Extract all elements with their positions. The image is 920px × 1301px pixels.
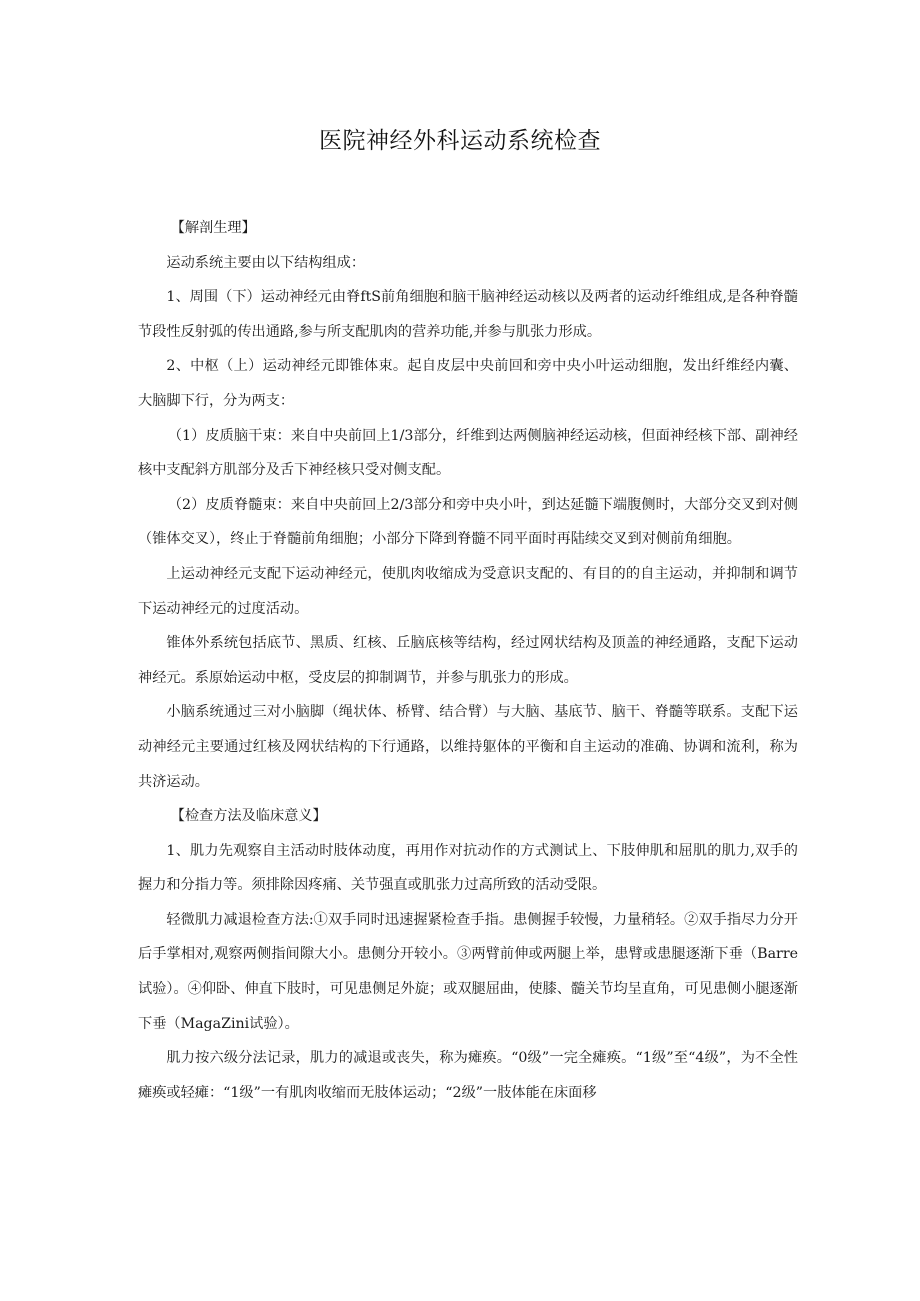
section-heading-methods: 【检查方法及临床意义】 xyxy=(170,808,327,825)
paragraph: 1、肌力先观察自主活动时肢体动度，再用作对抗动作的方式测试上、下肢伸肌和屈肌的肌力,双手的握力和分指力等。须排除因疼痛、关节强直或肌张力过高所致的活动受限。 xyxy=(138,842,798,894)
page-title: 医院神经外科运动系统检查 xyxy=(319,128,601,154)
document-body xyxy=(138,211,798,1110)
paragraph: 运动系统主要由以下结构组成： xyxy=(166,254,366,271)
paragraph: 肌力按六级分法记录，肌力的减退或丧失，称为瘫痪。“0级”一完全瘫痪。“1级”至“4级”，为不全性瘫痪或轻瘫：“1级”一有肌肉收缩而无肢体运动；“2级”一肢体能在床面移 xyxy=(138,1050,798,1101)
sub-paragraph: （1）皮质脑干束：来自中央前回上1/3部分，纤维到达两侧脑神经运动核，但面神经核下部、副神经核中支配斜方肌部分及舌下神经核只受对侧支配。 xyxy=(138,427,798,479)
section-heading-anatomy: 【解剖生理】 xyxy=(170,220,256,236)
sub-paragraph: （2）皮质脊髓束：来自中央前回上2/3部分和旁中央小叶，到达延髓下端腹侧时，大部分交叉到对侧（锥体交叉），终止于脊髓前角细胞；小部分下降到脊髓不同平面时再陆续交叉到对侧前角细胞。 xyxy=(138,496,798,548)
paragraph: 2、中枢（上）运动神经元即锥体束。起自皮层中央前回和旁中央小叶运动细胞，发出纤维经内囊、大脑脚下行，分为两支： xyxy=(138,358,798,409)
paragraph: 小脑系统通过三对小脑脚（绳状体、桥臂、结合臂）与大脑、基底节、脑干、脊髓等联系。支配下运动神经元主要通过红核及网状结构的下行通路，以维持躯体的平衡和自主运动的准确、协调和流利，称为共济运动。 xyxy=(138,704,798,790)
paragraph: 1、周围（下）运动神经元由脊ftS前角细胞和脑干脑神经运动核以及两者的运动纤维组成,是各种脊髓节段性反射弧的传出通路,参与所支配肌肉的营养功能,并参与肌张力形成。 xyxy=(138,289,798,340)
paragraph: 上运动神经元支配下运动神经元，使肌肉收缩成为受意识支配的、有目的的自主运动，并抑制和调节下运动神经元的过度活动。 xyxy=(138,565,798,617)
paragraph: 锥体外系统包括底节、黑质、红核、丘脑底核等结构，经过网状结构及顶盖的神经通路，支配下运动神经元。系原始运动中枢，受皮层的抑制调节，并参与肌张力的形成。 xyxy=(138,635,798,686)
paragraph: 轻微肌力减退检查方法:①双手同时迅速握紧检查手指。患侧握手较慢，力量稍轻。②双手指尽力分开后手掌相对,观察两侧指间隙大小。患侧分开较小。③两臂前伸或两腿上举，患臂或患腿逐渐下垂（Barre试验）。④仰卧、伸直下肢时，可见患侧足外旋；或双腿屈曲，使膝、髓关节均呈直角，可见患侧小腿逐渐下垂（MagaZini试验）。 xyxy=(138,911,798,1032)
